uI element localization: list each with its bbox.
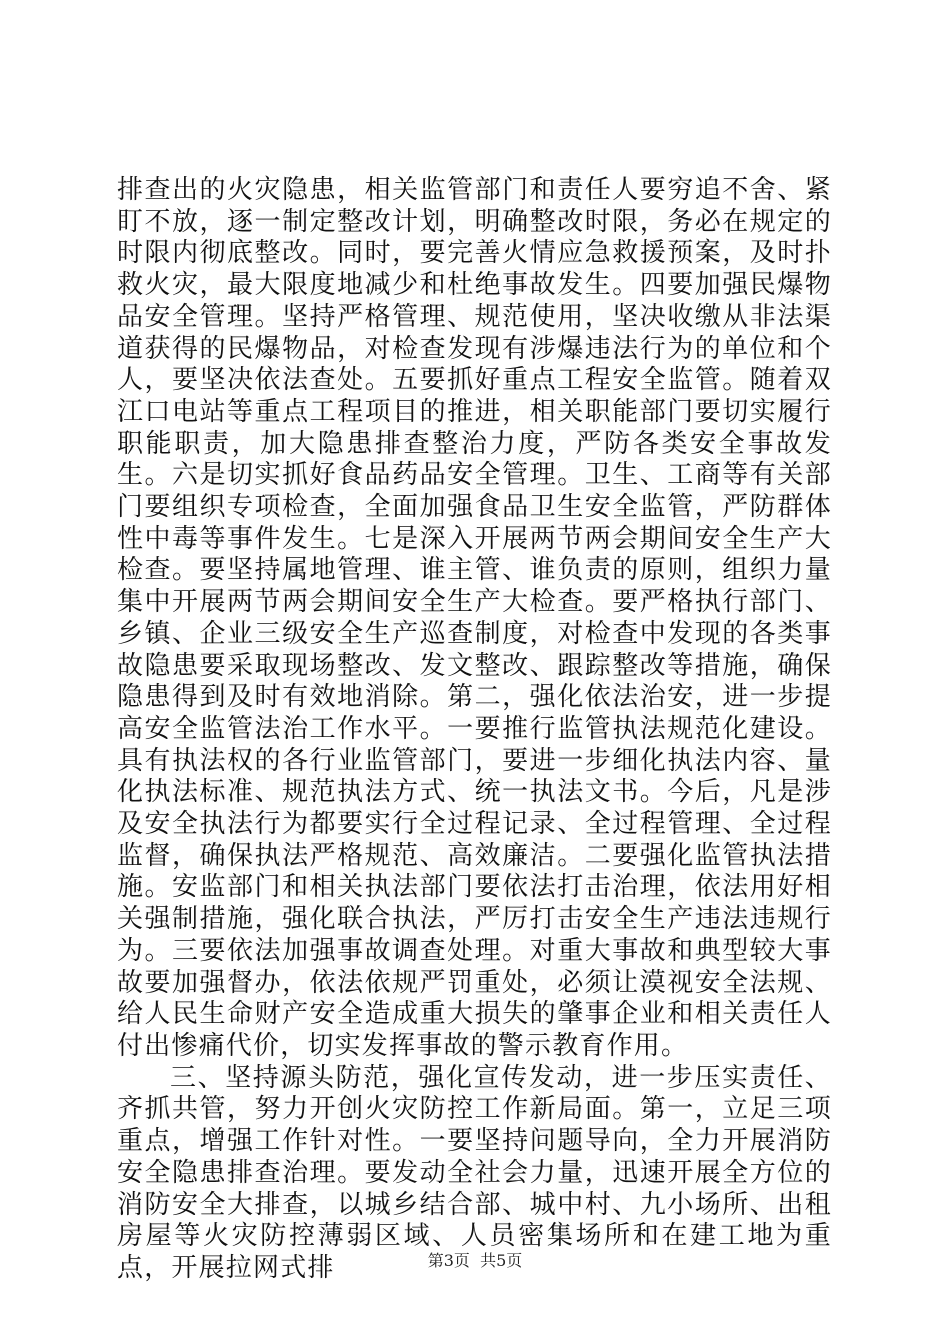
page-footer (0, 1248, 950, 1271)
page-number-label: 第3页 共5页 (427, 1251, 523, 1270)
document-body (117, 175, 832, 1285)
paragraph-1: 排查出的火灾隐患，相关监管部门和责任人要穷追不舍、紧盯不放，逐一制定整改计划，明确整改时限，务必在规定的时限内彻底整改。同时，要完善火情应急救援预案，及时扑救火灾，最大限度地减少和杜绝事故发生。四要加强民爆物品安全管理。坚持严格管理、规范使用，坚决收缴从非法渠道获得的民爆物品，对检查发现有涉爆违法行为的单位和个人，要坚决依法查处。五要抓好重点工程安全监管。随着双江口电站等重点工程项目的推进，相关职能部门要切实履行职能职责，加大隐患排查整治力度，严防各类安全事故发生。六是切实抓好食品药品安全管理。卫生、工商等有关部门要组织专项检查，全面加强食品卫生安全监管，严防群体性中毒等事件发生。七是深入开展两节两会期间安全生产大检查。要坚持属地管理、谁主管、谁负责的原则，组织力量集中开展两节两会期间安全生产大检查。要严格执行部门、乡镇、企业三级安全生产巡查制度，对检查中发现的各类事故隐患要采取现场整改、发文整改、跟踪整改等措施，确保隐患得到及时有效地消除。第二，强化依法治安，进一步提高安全监管法治工作水平。一要推行监管执法规范化建设。具有执法权的各行业监管部门，要进一步细化执法内容、量化执法标准、规范执法方式、统一执法文书。今后，凡是涉及安全执法行为都要实行全过程记录、全过程管理、全过程监督，确保执法严格规范、高效廉洁。二要强化监管执法措施。安监部门和相关执法部门要依法打击治理，依法用好相关强制措施，强化联合执法，严厉打击安全生产违法违规行为。三要依法加强事故调查处理。对重大事故和典型较大事故要加强督办，依法依规严罚重处，必须让漠视安全法规、给人民生命财产安全造成重大损失的肇事企业和相关责任人付出惨痛代价，切实发挥事故的警示教育作用。 (117, 175, 832, 1061)
paragraph-2: 三、坚持源头防范，强化宣传发动，进一步压实责任、齐抓共管，努力开创火灾防控工作新局面。第一，立足三项重点，增强工作针对性。一要坚持问题导向，全力开展消防安全隐患排查治理。要发动全社会力量，迅速开展全方位的消防安全大排查，以城乡结合部、城中村、九小场所、出租房屋等火灾防控薄弱区域、人员密集场所和在建工地为重点，开展拉网式排 (117, 1062, 832, 1283)
